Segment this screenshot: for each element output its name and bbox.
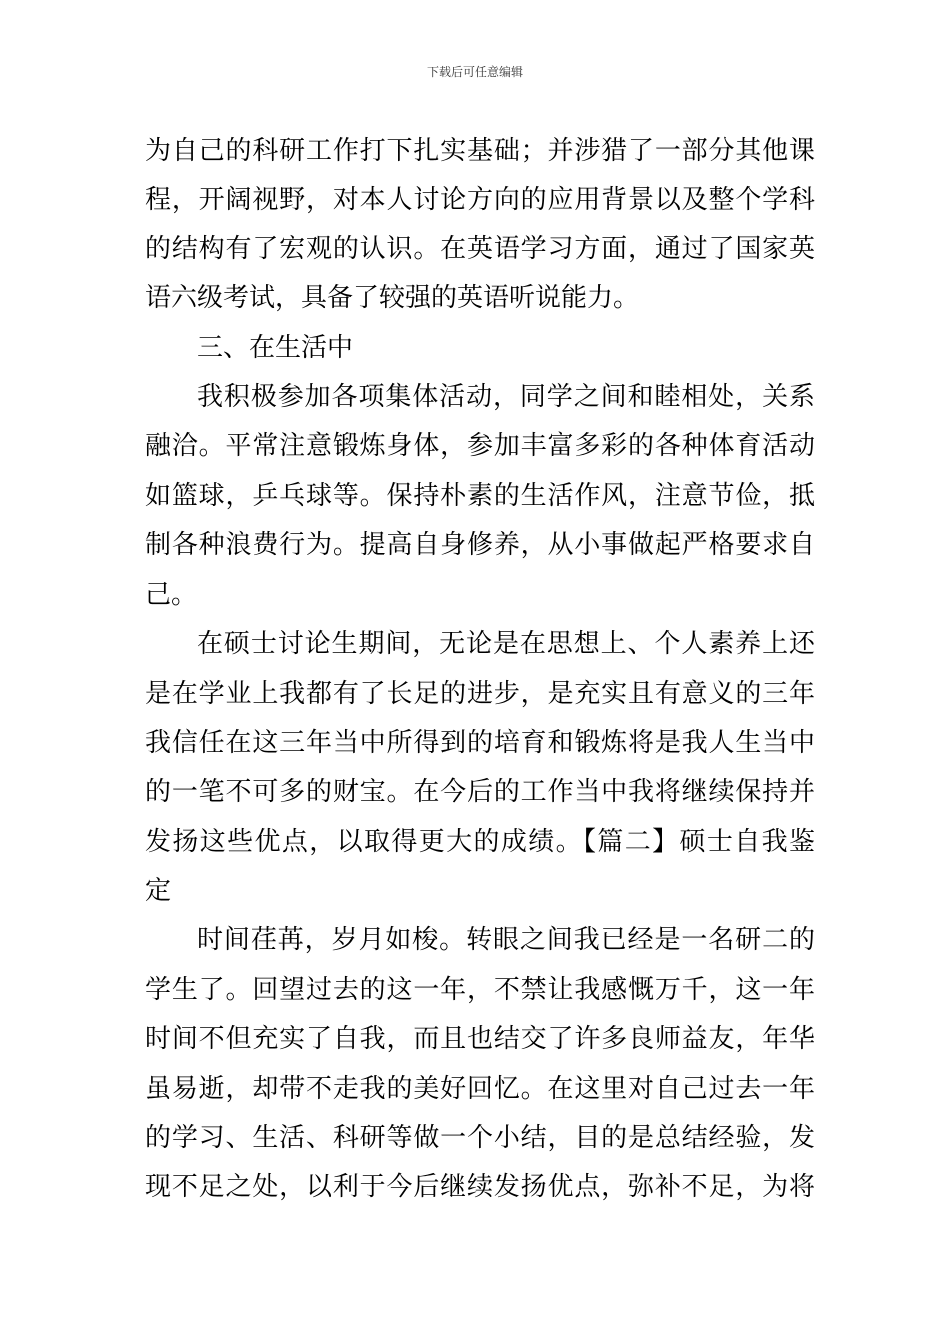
text-line: 语六级考试，具备了较强的英语听说能力。 — [145, 283, 640, 313]
text-line: 虽易逝，却带不走我的美好回忆。在这里对自己过去一年 — [145, 1074, 815, 1104]
text-line: 为自己的科研工作打下扎实基础；并涉猎了一部分其他课 — [145, 136, 815, 166]
text-line: 的学习、生活、科研等做一个小结，目的是总结经验，发 — [145, 1123, 815, 1153]
text-line: 定 — [145, 876, 172, 906]
text-line: 程，开阔视野，对本人讨论方向的应用背景以及整个学科 — [145, 185, 815, 215]
text-line: 现不足之处，以利于今后继续发扬优点，弥补不足，为将 — [145, 1172, 815, 1202]
text-line: 发扬这些优点，以取得更大的成绩。【篇二】硕士自我鉴 — [145, 827, 815, 857]
section-heading: 三、在生活中 — [197, 333, 354, 363]
text-line: 我积极参加各项集体活动，同学之间和睦相处，关系 — [197, 382, 815, 412]
text-line: 我信任在这三年当中所得到的培育和锻炼将是我人生当中 — [145, 728, 815, 758]
text-line: 制各种浪费行为。提高自身修养，从小事做起严格要求自 — [145, 530, 815, 560]
text-line: 的结构有了宏观的认识。在英语学习方面，通过了国家英 — [145, 234, 815, 264]
text-line: 己。 — [145, 580, 198, 610]
text-line: 如篮球，乒乓球等。保持朴素的生活作风，注意节俭，抵 — [145, 481, 815, 511]
page-header: 下载后可任意编辑 — [426, 65, 523, 79]
text-line: 融洽。平常注意锻炼身体，参加丰富多彩的各种体育活动 — [145, 431, 815, 461]
text-line: 在硕士讨论生期间，无论是在思想上、个人素养上还 — [197, 629, 815, 659]
text-line: 时间荏苒，岁月如梭。转眼之间我已经是一名研二的 — [197, 925, 815, 955]
text-line: 的一笔不可多的财宝。在今后的工作当中我将继续保持并 — [145, 777, 815, 807]
text-line: 是在学业上我都有了长足的进步，是充实且有意义的三年 — [145, 679, 815, 709]
text-line: 时间不但充实了自我，而且也结交了许多良师益友，年华 — [145, 1024, 815, 1054]
text-line: 学生了。回望过去的这一年，不禁让我感慨万千，这一年 — [145, 975, 815, 1005]
